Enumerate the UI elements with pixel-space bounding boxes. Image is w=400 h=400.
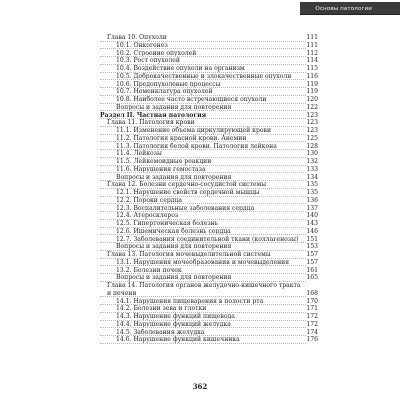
toc-entry-section	[100, 259, 318, 267]
toc-entry-section	[100, 243, 318, 251]
toc-entry-section	[100, 166, 318, 174]
toc-entry-section	[100, 329, 318, 337]
toc-entry-chapter	[100, 181, 318, 189]
toc-entry-chapter	[100, 119, 318, 127]
toc-entry-title: 12.5. Гипертоническая болезнь	[100, 220, 306, 228]
toc-entry-section	[100, 42, 318, 50]
toc-entry-page: 137	[306, 204, 318, 212]
toc-entry-title: Вопросы и задания для повторения	[100, 174, 306, 182]
toc-entry-page: 119	[306, 80, 318, 88]
toc-entry-page: 115	[306, 65, 318, 72]
toc-entry-title: Раздел II. Частная патология	[100, 112, 306, 120]
toc-entry-page: 125	[306, 134, 318, 142]
toc-entry-section	[100, 267, 318, 275]
toc-entry-title: 14.3. Нарушение функций пищевода	[100, 313, 306, 321]
toc-entry-page: 174	[306, 328, 318, 336]
toc-entry-title: Вопросы и задания для повторения	[100, 104, 306, 112]
toc-entry-section	[100, 197, 318, 205]
page-number: 362	[192, 382, 208, 391]
toc-entry-page: 119	[306, 88, 318, 96]
toc-entry-title: 10.6. Предопухолевые процессы	[100, 81, 306, 89]
toc-entry-section	[100, 336, 318, 344]
toc-entry-page: 172	[306, 313, 318, 320]
header-bar	[300, 2, 400, 15]
toc-entry-page: 130	[306, 150, 318, 158]
toc-entry-section	[100, 73, 318, 81]
toc-entry-part	[100, 112, 318, 120]
running-head-title: Основы патологии	[315, 6, 372, 12]
toc-entry-title: Вопросы и задания для повторения	[100, 243, 306, 251]
toc-entry-title: 12.1. Нарушение свойств сердечной мышцы	[100, 189, 306, 197]
toc-entry-title: и печени	[100, 290, 306, 298]
toc-entry-section	[100, 321, 318, 329]
toc-entry-page: 176	[306, 336, 318, 344]
toc-entry-page: 170	[306, 297, 318, 305]
table-of-contents	[100, 34, 318, 344]
toc-entry-title: 10.8. Наиболее часто встречающиеся опухоли	[100, 96, 306, 104]
toc-entry-page: 140	[306, 212, 318, 220]
toc-entry-title: 14.4. Нарушение функций желудка	[100, 321, 306, 329]
toc-entry-page: 165	[306, 274, 318, 282]
toc-entry-page: 111	[306, 41, 318, 49]
toc-entry-section	[100, 212, 318, 220]
toc-entry-section	[100, 189, 318, 197]
toc-entry-page: 111	[306, 34, 318, 41]
toc-entry-title: Глава 10. Опухоли	[100, 34, 306, 42]
toc-entry-title: Глава 14. Патология органов желудочно-кишечного тракта	[107, 282, 301, 289]
toc-entry-page: 123	[306, 119, 318, 127]
toc-entry-title: 10.7. Номенклатура опухолей	[100, 88, 306, 96]
toc-entry-title: 11.6. Нарушения гемостаза	[100, 166, 306, 174]
toc-entry-section	[100, 104, 318, 112]
toc-entry-page: 153	[306, 243, 318, 251]
toc-entry-section	[100, 127, 318, 135]
toc-entry-page: 128	[306, 142, 318, 150]
toc-entry-section	[100, 135, 318, 143]
toc-entry-title: 12.6. Ишемическая болезнь сердца	[100, 228, 306, 236]
toc-entry-page: 135	[306, 189, 318, 196]
toc-entry-section	[100, 150, 318, 158]
toc-entry-page: 133	[306, 165, 318, 173]
toc-entry-chapter	[100, 282, 318, 290]
toc-entry-page: 157	[306, 258, 318, 266]
toc-entry-page: 143	[306, 220, 318, 227]
toc-entry-section	[100, 65, 318, 73]
toc-entry-page: 136	[306, 196, 318, 204]
toc-entry-page: 114	[306, 57, 318, 65]
toc-entry-page: 146	[306, 227, 318, 235]
toc-entry-page: 135	[306, 181, 318, 189]
toc-entry-title: 11.1. Изменение объема циркулирующей крови	[100, 127, 306, 135]
toc-entry-title: 10.5. Доброкачественные и злокачественные опухоли	[100, 73, 306, 81]
toc-entry-title: 12.4. Атеросклероз	[100, 212, 306, 220]
toc-entry-page: 112	[306, 49, 318, 57]
toc-entry-title: 14.2. Болезни зева и глотки	[100, 305, 306, 313]
toc-entry-section	[100, 81, 318, 89]
toc-entry-title: Глава 11. Патология крови	[100, 119, 306, 127]
toc-entry-title: 13.1. Нарушения мочеобразования и мочевыделения	[100, 259, 306, 267]
toc-entry-page: 116	[306, 72, 318, 80]
toc-entry-section	[100, 174, 318, 182]
toc-entry-title: 11.4. Лейкозы	[100, 150, 306, 158]
toc-entry-section	[100, 88, 318, 96]
toc-entry-page: 122	[306, 103, 318, 111]
toc-entry-title: 11.3. Патология белой крови. Патология лейкона	[100, 143, 306, 151]
toc-entry-title: 14.1. Нарушения пищеварения в полости рта	[100, 298, 306, 306]
toc-entry-section	[100, 143, 318, 151]
toc-entry-page: 123	[306, 111, 318, 119]
toc-entry-title: Вопросы и задания для повторения	[100, 274, 306, 282]
toc-entry-page: 161	[306, 266, 318, 274]
toc-entry-chapter	[100, 34, 318, 42]
toc-entry-page: 134	[306, 173, 318, 181]
toc-entry-title: 12.2. Пороки сердца	[100, 197, 306, 205]
toc-entry-title: 10.2. Строение опухолей	[100, 50, 306, 58]
toc-entry-page: 123	[306, 127, 318, 134]
toc-entry-page: 172	[306, 320, 318, 328]
toc-entry-title: 14.5. Заболевания желудка	[100, 329, 306, 337]
toc-entry-title: Глава 12. Болезни сердечно-сосудистой системы	[100, 181, 306, 189]
toc-entry-section	[100, 228, 318, 236]
toc-entry-title: 12.3. Воспалительные заболевания сердца	[100, 205, 306, 213]
toc-entry-title: 12.7. Заболевания соединительной ткани (коллагенозы)	[100, 236, 306, 244]
toc-entry-page: 120	[306, 96, 318, 103]
toc-entry-page: 168	[306, 289, 318, 297]
toc-entry-section	[100, 220, 318, 228]
toc-entry-section	[100, 305, 318, 313]
running-header	[0, 0, 400, 16]
toc-entry-title: 13.2. Болезни почек	[100, 267, 306, 275]
toc-entry-page: 132	[306, 158, 318, 165]
toc-entry-title: 11.5. Лейкемоидные реакции	[100, 158, 306, 166]
toc-entry-section	[100, 274, 318, 282]
toc-entry-page: 157	[306, 251, 318, 258]
toc-entry-section	[100, 96, 318, 104]
toc-entry-title: 10.3. Рост опухолей	[100, 57, 306, 65]
toc-entry-section	[100, 50, 318, 58]
toc-entry-title: 10.4. Воздействие опухоли на организм	[100, 65, 306, 73]
toc-entry-chapter	[100, 290, 318, 298]
toc-entry-title: 10.1. Онкогенез	[100, 42, 306, 50]
toc-entry-section	[100, 57, 318, 65]
toc-entry-page: 171	[306, 305, 318, 313]
toc-entry-title: 14.6. Нарушение функций кишечника	[100, 336, 306, 344]
toc-entry-title: 11.2. Патология красной крови. Анемии	[100, 135, 306, 143]
toc-entry-section	[100, 313, 318, 321]
toc-entry-page: 151	[306, 235, 318, 243]
toc-entry-section	[100, 298, 318, 306]
toc-entry-section	[100, 236, 318, 244]
toc-entry-chapter	[100, 251, 318, 259]
toc-entry-section	[100, 205, 318, 213]
toc-entry-title: Глава 13. Патология мочевыделительной системы	[100, 251, 306, 259]
toc-entry-section	[100, 158, 318, 166]
